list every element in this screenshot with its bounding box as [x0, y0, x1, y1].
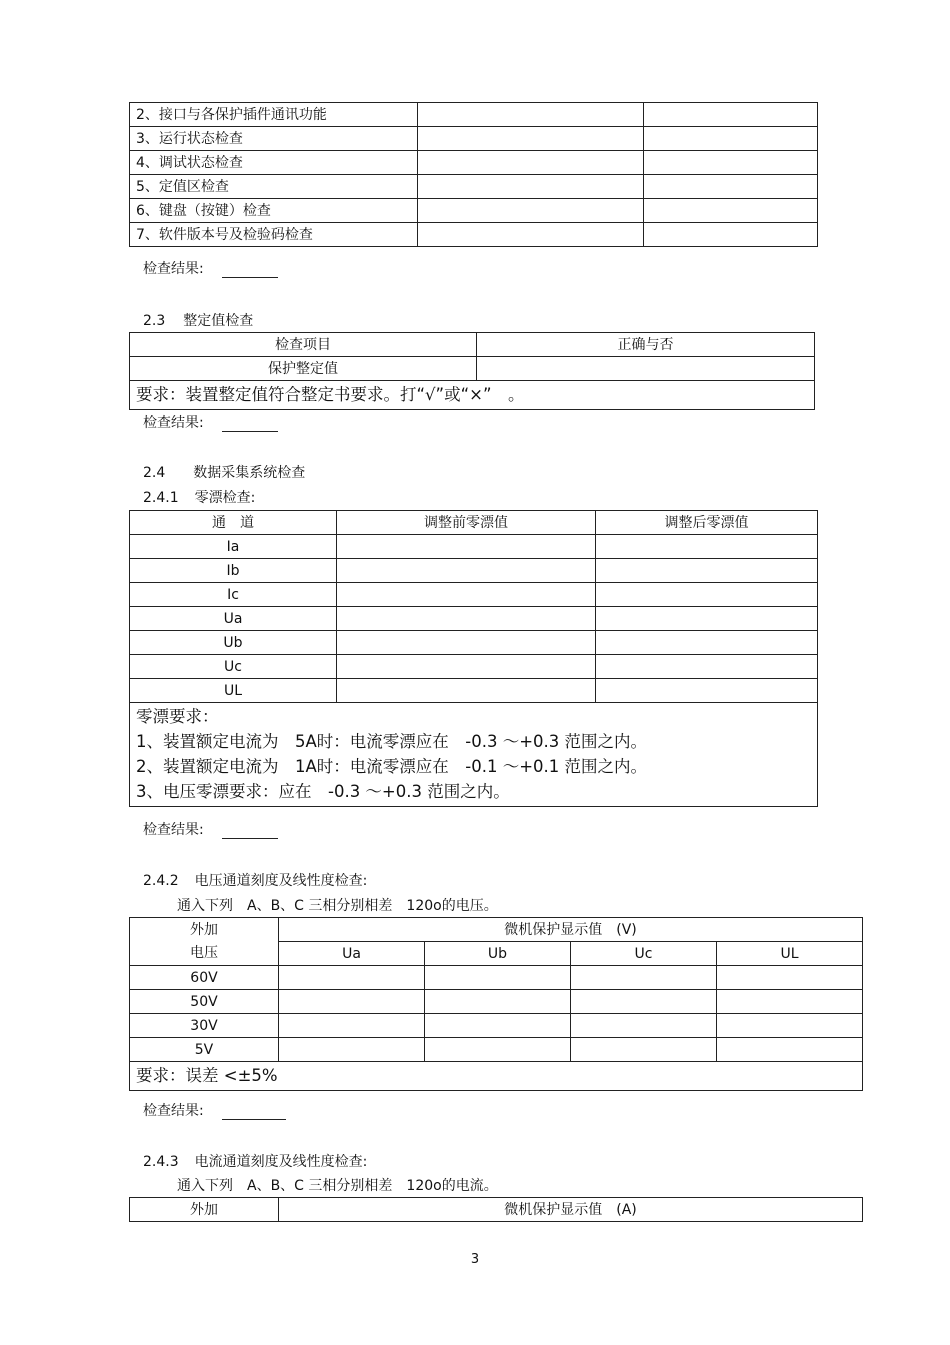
section-title: 数据采集系统检查 — [193, 465, 306, 481]
table-row — [130, 357, 815, 381]
subsection-heading-2-4-3 — [143, 1151, 367, 1171]
subsection-heading-2-4-2 — [143, 870, 367, 890]
requirement-row — [130, 1062, 863, 1091]
entry-cell[interactable] — [644, 199, 818, 223]
entry-cell[interactable] — [571, 966, 717, 990]
entry-cell[interactable] — [337, 583, 596, 607]
check-result-label: 检查结果: — [143, 1103, 204, 1119]
entry-cell[interactable] — [337, 607, 596, 631]
item-cell: 4、调试状态检查 — [130, 151, 418, 175]
check-result-blank[interactable] — [222, 263, 278, 278]
function-check-table — [129, 102, 818, 247]
table-row — [130, 175, 818, 199]
channel-cell: UL — [130, 679, 337, 703]
setting-check-table — [129, 332, 815, 410]
requirement-text: 要求：误差 <±5% — [130, 1062, 863, 1091]
section-number: 2.4.3 — [143, 1154, 179, 1170]
column-header: 检查项目 — [130, 333, 477, 357]
subsection-heading-2-4-1 — [143, 487, 255, 507]
table-row — [130, 223, 818, 247]
current-intro: 通入下列 A、B、C 三相分别相差 120o的电流。 — [177, 1178, 498, 1194]
entry-cell[interactable] — [337, 679, 596, 703]
current-channel-table — [129, 1197, 863, 1222]
section-number: 2.4.1 — [143, 490, 179, 506]
table-row — [130, 103, 818, 127]
entry-cell[interactable] — [644, 223, 818, 247]
table-header-row — [130, 333, 815, 357]
section-number: 2.4 — [143, 465, 166, 481]
check-result-blank[interactable] — [222, 1105, 286, 1120]
voltage-cell: 50V — [130, 990, 279, 1014]
requirement-row — [130, 381, 815, 410]
table-row — [130, 583, 818, 607]
entry-cell[interactable] — [425, 1038, 571, 1062]
check-result — [143, 258, 278, 278]
entry-cell[interactable] — [596, 631, 818, 655]
voltage-channel-table — [129, 917, 863, 1091]
channel-cell: Ua — [130, 607, 337, 631]
table-row — [130, 559, 818, 583]
entry-cell[interactable] — [337, 559, 596, 583]
table-row — [130, 990, 863, 1014]
entry-cell[interactable] — [596, 655, 818, 679]
entry-cell[interactable] — [279, 1038, 425, 1062]
check-result-blank[interactable] — [222, 824, 278, 839]
section-title: 电流通道刻度及线性度检查: — [194, 1154, 368, 1170]
entry-cell[interactable] — [596, 583, 818, 607]
check-result — [143, 1100, 286, 1120]
page-number: 3 — [470, 1252, 480, 1267]
section-title: 电压通道刻度及线性度检查: — [194, 873, 368, 889]
channel-cell: Uc — [130, 655, 337, 679]
section-title: 零漂检查: — [194, 490, 256, 506]
section-number: 2.3 — [143, 313, 166, 329]
column-header: Uc — [571, 942, 717, 966]
entry-cell[interactable] — [418, 103, 644, 127]
entry-cell[interactable] — [596, 559, 818, 583]
requirement-line: 1、装置额定电流为 5A时：电流零漂应在 -0.3 ～+0.3 范围之内。 — [136, 732, 648, 751]
channel-cell: Ib — [130, 559, 337, 583]
entry-cell[interactable] — [425, 966, 571, 990]
table-header-row — [130, 918, 863, 942]
table-row — [130, 655, 818, 679]
item-cell: 7、软件版本号及检验码检查 — [130, 223, 418, 247]
entry-cell[interactable] — [644, 103, 818, 127]
table-header-row — [130, 511, 818, 535]
column-header: 微机保护显示值 (A) — [279, 1198, 863, 1222]
entry-cell[interactable] — [571, 990, 717, 1014]
entry-cell[interactable] — [644, 151, 818, 175]
section-heading-2-4 — [143, 462, 305, 482]
item-cell: 5、定值区检查 — [130, 175, 418, 199]
entry-cell[interactable] — [571, 1014, 717, 1038]
requirement-title: 零漂要求： — [136, 707, 219, 726]
column-header: Ub — [425, 942, 571, 966]
table-row — [130, 199, 818, 223]
table-row — [130, 127, 818, 151]
channel-cell: Ic — [130, 583, 337, 607]
requirement-text: 要求：装置整定值符合整定书要求。打“√”或“×” 。 — [130, 381, 815, 410]
entry-cell[interactable] — [596, 679, 818, 703]
column-header: 外加 — [130, 1198, 279, 1222]
entry-cell[interactable] — [418, 175, 644, 199]
table-row — [130, 151, 818, 175]
entry-cell[interactable] — [418, 223, 644, 247]
table-row — [130, 607, 818, 631]
entry-cell[interactable] — [279, 966, 425, 990]
column-header: 微机保护显示值 (V) — [279, 918, 863, 942]
entry-cell[interactable] — [418, 127, 644, 151]
entry-cell[interactable] — [644, 175, 818, 199]
column-header: UL — [717, 942, 863, 966]
item-cell: 保护整定值 — [130, 357, 477, 381]
entry-cell[interactable] — [571, 1038, 717, 1062]
channel-cell: Ia — [130, 535, 337, 559]
entry-cell[interactable] — [596, 607, 818, 631]
column-header: 通 道 — [130, 511, 337, 535]
requirement-line: 3、电压零漂要求：应在 -0.3 ～+0.3 范围之内。 — [136, 782, 510, 801]
zero-drift-table — [129, 510, 818, 807]
entry-cell[interactable] — [418, 151, 644, 175]
entry-cell[interactable] — [425, 1014, 571, 1038]
entry-cell[interactable] — [477, 357, 815, 381]
entry-cell[interactable] — [337, 631, 596, 655]
check-result-label: 检查结果: — [143, 822, 204, 838]
column-header: 正确与否 — [477, 333, 815, 357]
column-header: 电压 — [130, 942, 279, 966]
channel-cell: Ub — [130, 631, 337, 655]
requirement-line: 2、装置额定电流为 1A时：电流零漂应在 -0.1 ～+0.1 范围之内。 — [136, 757, 648, 776]
requirement-row — [130, 703, 818, 807]
check-result-label: 检查结果: — [143, 415, 204, 431]
item-cell: 2、接口与各保护插件通讯功能 — [130, 103, 418, 127]
table-row — [130, 1014, 863, 1038]
voltage-cell: 5V — [130, 1038, 279, 1062]
table-row — [130, 679, 818, 703]
entry-cell[interactable] — [717, 1038, 863, 1062]
entry-cell[interactable] — [337, 655, 596, 679]
voltage-cell: 60V — [130, 966, 279, 990]
column-header: 外加 — [130, 918, 279, 942]
table-header-row — [130, 1198, 863, 1222]
entry-cell[interactable] — [717, 1014, 863, 1038]
entry-cell[interactable] — [418, 199, 644, 223]
section-number: 2.4.2 — [143, 873, 179, 889]
table-row — [130, 535, 818, 559]
table-row — [130, 1038, 863, 1062]
column-header: Ua — [279, 942, 425, 966]
table-row — [130, 631, 818, 655]
check-result-label: 检查结果: — [143, 261, 204, 277]
column-header: 调整前零漂值 — [337, 511, 596, 535]
item-cell: 3、运行状态检查 — [130, 127, 418, 151]
voltage-intro: 通入下列 A、B、C 三相分别相差 120o的电压。 — [177, 898, 498, 914]
voltage-cell: 30V — [130, 1014, 279, 1038]
entry-cell[interactable] — [596, 535, 818, 559]
entry-cell[interactable] — [279, 1014, 425, 1038]
column-header: 调整后零漂值 — [596, 511, 818, 535]
entry-cell[interactable] — [644, 127, 818, 151]
entry-cell[interactable] — [425, 990, 571, 1014]
entry-cell[interactable] — [717, 990, 863, 1014]
table-header-row — [130, 942, 863, 966]
item-cell: 6、键盘（按键）检查 — [130, 199, 418, 223]
entry-cell[interactable] — [717, 966, 863, 990]
section-heading-2-3 — [143, 310, 253, 330]
table-row — [130, 966, 863, 990]
check-result — [143, 412, 278, 432]
zero-drift-requirements — [130, 703, 818, 807]
entry-cell[interactable] — [337, 535, 596, 559]
check-result — [143, 819, 278, 839]
entry-cell[interactable] — [279, 990, 425, 1014]
section-title: 整定值检查 — [183, 313, 254, 329]
check-result-blank[interactable] — [222, 417, 278, 432]
